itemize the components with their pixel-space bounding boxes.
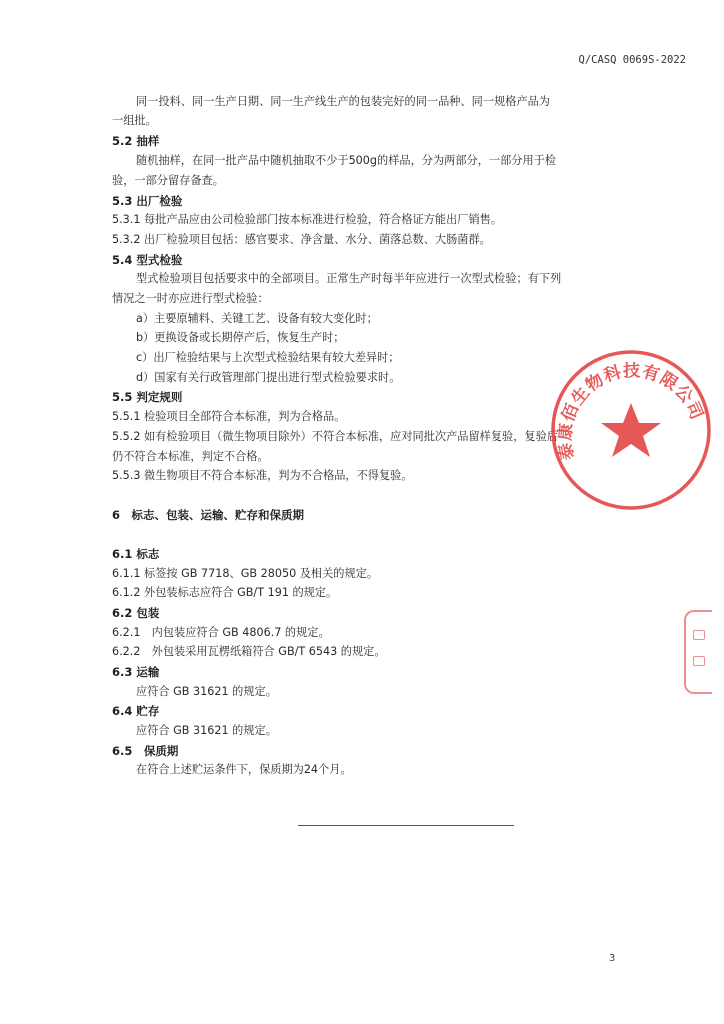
section-heading-6-5: 6.5 保质期 [112, 744, 179, 758]
section-heading-6-3: 6.3 运输 [112, 665, 160, 679]
page-number: 3 [609, 953, 616, 964]
section-heading-6-2: 6.2 包装 [112, 606, 160, 620]
body-line: 应符合 GB 31621 的规定。 [136, 724, 277, 737]
list-item-c: c）出厂检验结果与上次型式检验结果有较大差异时； [136, 351, 400, 364]
body-line: 应符合 GB 31621 的规定。 [136, 685, 277, 698]
body-line: 情况之一时亦应进行型式检验： [112, 292, 269, 305]
clause-6-2-2: 6.2.2 外包装采用瓦楞纸箱符合 GB/T 6543 的规定。 [112, 645, 386, 658]
clause-5-3-2: 5.3.2 出厂检验项目包括：感官要求、净含量、水分、菌落总数、大肠菌群。 [112, 233, 491, 246]
body-line: 在符合上述贮运条件下，保质期为24个月。 [136, 763, 352, 776]
seal-star-icon [601, 403, 661, 457]
document-code: Q/CASQ 0069S-2022 [578, 54, 686, 66]
body-line: 型式检验项目包括要求中的全部项目。正常生产时每半年应进行一次型式检验；有下列 [136, 272, 562, 285]
list-item-d: d）国家有关行政管理部门提出进行型式检验要求时。 [136, 371, 401, 384]
body-line: 验，一部分留存备查。 [112, 174, 224, 187]
body-line: 仍不符合本标准，判定不合格。 [112, 450, 269, 463]
clause-6-1-1: 6.1.1 标签按 GB 7718、GB 28050 及相关的规定。 [112, 567, 379, 580]
section-heading-5-3: 5.3 出厂检验 [112, 194, 183, 208]
chapter-heading-6: 6 标志、包装、运输、贮存和保质期 [112, 508, 304, 522]
clause-5-3-1: 5.3.1 每批产品应由公司检验部门按本标准进行检验，符合格证方能出厂销售。 [112, 213, 503, 226]
body-line: 随机抽样，在同一批产品中随机抽取不少于500g的样品，分为两部分，一部分用于检 [136, 154, 557, 167]
clause-5-5-3: 5.5.3 微生物项目不符合本标准，判为不合格品，不得复验。 [112, 469, 413, 482]
clause-5-5-1: 5.5.1 检验项目全部符合本标准，判为合格品。 [112, 410, 346, 423]
clause-5-5-2: 5.5.2 如有检验项目（微生物项目除外）不符合本标准，应对同批次产品留样复验，复验后 [112, 430, 558, 443]
company-seal-stamp [546, 345, 716, 515]
section-heading-5-4: 5.4 型式检验 [112, 253, 183, 267]
section-heading-6-1: 6.1 标志 [112, 547, 160, 561]
clause-6-2-1: 6.2.1 内包装应符合 GB 4806.7 的规定。 [112, 626, 330, 639]
section-heading-5-5: 5.5 判定规则 [112, 390, 183, 404]
section-heading-5-2: 5.2 抽样 [112, 134, 160, 148]
list-item-a: a）主要原辅料、关键工艺、设备有较大变化时； [136, 312, 378, 325]
end-divider [298, 825, 514, 826]
seal-text: 泰康佰生物科技有限公司 [555, 361, 707, 462]
clause-6-1-2: 6.1.2 外包装标志应符合 GB/T 191 的规定。 [112, 586, 338, 599]
body-line: 同一投料、同一生产日期、同一生产线生产的包装完好的同一品种、同一规格产品为 [136, 95, 550, 108]
body-line: 一组批。 [112, 114, 157, 127]
margin-stamp-icon [684, 610, 712, 694]
section-heading-6-4: 6.4 贮存 [112, 704, 160, 718]
list-item-b: b）更换设备或长期停产后，恢复生产时； [136, 331, 345, 344]
